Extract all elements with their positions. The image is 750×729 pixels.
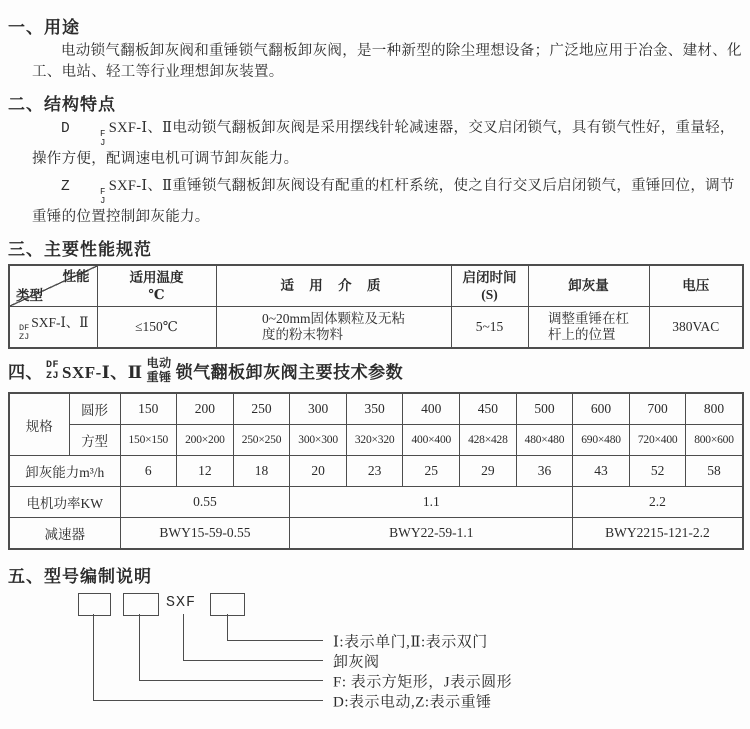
type-main: SXF-Ⅰ、Ⅱ <box>31 315 89 331</box>
model-code-sub: J <box>100 196 106 207</box>
round-row <box>9 393 743 425</box>
capacity-value: 36 <box>516 456 573 487</box>
square-value: 480×480 <box>516 425 573 456</box>
capacity-value: 43 <box>573 456 630 487</box>
cell-temperature: ≤150℃ <box>97 306 216 348</box>
round-value: 800 <box>686 393 743 425</box>
spec-label-cell: 规格 <box>9 393 69 456</box>
square-value: 320×320 <box>346 425 403 456</box>
capacity-label-cell: 卸灰能力m³/h <box>9 456 120 487</box>
type-sub: ZJ <box>19 332 30 343</box>
round-value: 400 <box>403 393 460 425</box>
discharge-line2: 杆上的位置 <box>548 326 616 342</box>
section4-stack1-bottom: ZJ <box>46 370 60 382</box>
discharge-line1: 调整重锤在杠 <box>548 310 629 326</box>
square-value: 400×400 <box>403 425 460 456</box>
model-code-sup: F <box>100 129 106 139</box>
connector-line <box>227 640 323 641</box>
reducer-row <box>9 518 743 550</box>
connector-line <box>139 614 140 680</box>
section4-drive-stack <box>147 357 172 385</box>
model-code-text: SXF <box>166 594 197 612</box>
performance-table-header-row <box>9 265 743 307</box>
capacity-value: 20 <box>290 456 347 487</box>
diagonal-label-performance: 性能 <box>62 268 90 284</box>
label-shape-type: F: 表示方矩形，J表示圆形 <box>333 674 513 691</box>
section4-suffix: 锁气翻板卸灰阀主要技术参数 <box>175 363 404 383</box>
medium-line1: 0~20mm固体颗粒及无粘 <box>261 310 406 326</box>
connector-line <box>183 614 184 660</box>
performance-table <box>8 264 744 349</box>
header-discharge: 卸灰量 <box>528 265 649 307</box>
square-value: 720×400 <box>629 425 686 456</box>
model-code-supsub <box>71 130 106 149</box>
section4-mid: SXF-Ⅰ、Ⅱ <box>62 363 143 383</box>
section4-model-stack <box>46 360 59 382</box>
capacity-value: 18 <box>233 456 290 487</box>
round-value: 150 <box>120 393 177 425</box>
reducer-value: BWY2215-121-2.2 <box>573 518 743 550</box>
header-time <box>451 265 528 307</box>
round-value: 500 <box>516 393 573 425</box>
cell-voltage: 380VAC <box>649 306 743 348</box>
square-value: 300×300 <box>290 425 347 456</box>
cell-time: 5~15 <box>451 306 528 348</box>
header-time-line2: (S) <box>481 286 498 302</box>
model-code-sup: F <box>100 186 106 197</box>
round-value: 600 <box>573 393 630 425</box>
drive-code-box <box>78 593 111 616</box>
header-temperature-line2: ℃ <box>148 286 165 302</box>
reducer-value: BWY22-59-1.1 <box>290 518 573 550</box>
paragraph-text: SXF-Ⅰ、Ⅱ重锤锁气翻板卸灰阀设有配重的杠杆系统，使之自行交叉后启闭锁气，重锤回位，调节重锤的位置控制卸灰能力。 <box>32 177 735 225</box>
section3-heading: 三、主要性能规范 <box>8 239 152 259</box>
cell-discharge-text <box>548 311 629 343</box>
cell-discharge <box>528 306 649 348</box>
round-value: 350 <box>346 393 403 425</box>
square-value: 250×250 <box>233 425 290 456</box>
square-value: 428×428 <box>460 425 517 456</box>
label-drive-type: D:表示电动,Z:表示重锤 <box>333 694 492 711</box>
square-row <box>9 425 743 456</box>
section4-stack2-bottom: 重锤 <box>146 369 172 384</box>
type-sup: DF <box>19 323 30 334</box>
model-numbering-diagram <box>8 591 742 719</box>
model-code-base: Z <box>61 178 71 195</box>
paragraph-text: SXF-Ⅰ、Ⅱ电动锁气翻板卸灰阀是采用摆线针轮减速器，交叉启闭锁气，具有锁气性好，重量轻，操作方便，配调速电机可调节卸灰能力。 <box>32 120 735 167</box>
capacity-value: 12 <box>177 456 234 487</box>
round-value: 250 <box>233 393 290 425</box>
connector-line <box>227 614 228 640</box>
section1-paragraph: 电动锁气翻板卸灰阀和重锤锁气翻板卸灰阀，是一种新型的除尘理想设备；广泛地应用于冶金、建材、化工、电站、轻工等行业理想卸灰装置。 <box>32 43 742 80</box>
diagonal-label-type: 类型 <box>16 287 43 303</box>
power-row <box>9 487 743 518</box>
section1-heading: 一、用途 <box>8 18 80 37</box>
square-label-cell: 方型 <box>69 425 120 456</box>
power-value: 1.1 <box>290 487 573 518</box>
cell-medium <box>216 306 451 348</box>
round-value: 300 <box>290 393 347 425</box>
power-label-cell: 电机功率KW <box>9 487 120 518</box>
diagonal-header-cell <box>9 265 97 307</box>
section4-prefix: 四、 <box>8 363 43 383</box>
section4-heading <box>8 357 742 385</box>
capacity-value: 25 <box>403 456 460 487</box>
round-label-cell: 圆形 <box>69 393 120 425</box>
section2-heading: 二、结构特点 <box>8 95 116 114</box>
model-code-base: D <box>61 121 71 137</box>
square-value: 200×200 <box>177 425 234 456</box>
label-valve-name: 卸灰阀 <box>333 654 380 671</box>
square-value: 150×150 <box>120 425 177 456</box>
header-voltage: 电压 <box>649 265 743 307</box>
connector-line <box>183 660 323 661</box>
shape-code-box <box>123 593 159 616</box>
header-temperature-line1: 适用温度 <box>129 269 184 285</box>
power-value: 0.55 <box>120 487 290 518</box>
cell-type <box>9 306 97 348</box>
door-code-box <box>210 593 245 616</box>
cell-medium-text <box>262 311 405 343</box>
header-temperature <box>97 265 216 307</box>
power-value: 2.2 <box>573 487 743 518</box>
section5-heading: 五、型号编制说明 <box>8 567 152 587</box>
round-value: 700 <box>629 393 686 425</box>
square-value: 690×480 <box>573 425 630 456</box>
model-code-supsub <box>71 188 106 207</box>
capacity-value: 29 <box>460 456 517 487</box>
connector-line <box>93 700 323 701</box>
section2-paragraph-hammer <box>32 176 742 228</box>
type-stack <box>19 324 29 342</box>
capacity-value: 58 <box>686 456 743 487</box>
square-value: 800×600 <box>686 425 743 456</box>
reducer-label-cell: 减速器 <box>9 518 120 550</box>
round-value: 200 <box>177 393 234 425</box>
parameters-table <box>8 392 744 550</box>
header-time-line1: 启闭时间 <box>462 269 517 285</box>
round-value: 450 <box>460 393 517 425</box>
model-code-sub: J <box>100 138 106 149</box>
capacity-value: 23 <box>346 456 403 487</box>
medium-line2: 度的粉末物料 <box>261 326 343 342</box>
header-medium: 适 用 介 质 <box>216 265 451 307</box>
reducer-value: BWY15-59-0.55 <box>120 518 290 550</box>
label-door-type: Ⅰ:表示单门,Ⅱ:表示双门 <box>333 634 488 651</box>
performance-table-data-row <box>9 306 743 348</box>
capacity-value: 6 <box>120 456 177 487</box>
connector-line <box>93 614 94 700</box>
capacity-row <box>9 456 743 487</box>
section2-paragraph-electric <box>32 118 742 170</box>
section4-stack2-top: 电动 <box>146 355 172 370</box>
section4-stack1-top: DF <box>46 359 60 371</box>
connector-line <box>139 680 323 681</box>
capacity-value: 52 <box>629 456 686 487</box>
